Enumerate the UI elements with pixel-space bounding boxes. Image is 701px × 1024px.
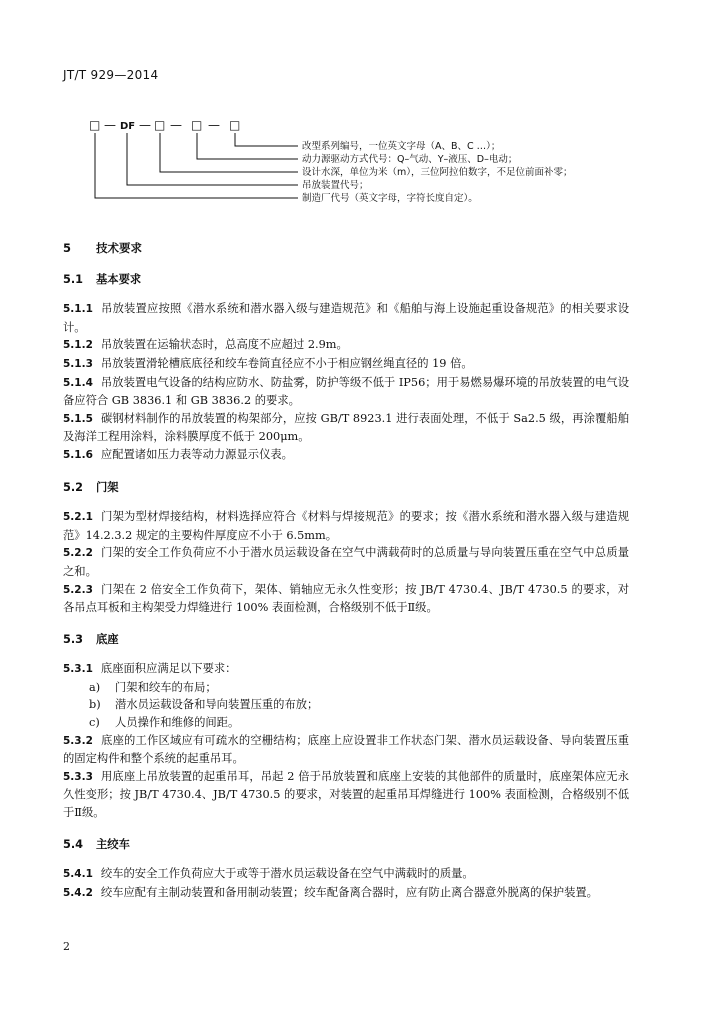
- clause-5-3-2: [63, 732, 629, 768]
- clause-text: 门架的安全工作负荷应不小于潜水员运载设备在空气中满载荷时的总质量与导向装置压重在空气中总质量之和。: [63, 546, 629, 578]
- section-number: 5.3: [63, 632, 84, 646]
- clause-number: 5.1.6: [63, 448, 93, 461]
- clause-5-1-4: [63, 374, 629, 410]
- clause-number: 5.2.1: [63, 511, 93, 524]
- diagram-leader-lines: [95, 133, 298, 198]
- code-part-dash-1: —: [104, 118, 116, 132]
- clause-number: 5.1.5: [63, 412, 93, 425]
- clause-text: 吊放装置应按照《潜水系统和潜水器入级与建造规范》和《船舶与海上设施起重设备规范》的相关要求设计。: [63, 302, 629, 334]
- section-number: 5.2: [63, 480, 84, 494]
- section-title: 技术要求: [96, 241, 142, 255]
- clause-5-2-2: [63, 544, 629, 580]
- diagram-label-depth: 设计水深，单位为米（m），三位阿拉伯数字，不足位前面补零；: [302, 167, 573, 178]
- list-marker: b): [89, 698, 101, 712]
- code-part-box-2: □: [154, 118, 166, 132]
- section-title: 基本要求: [96, 272, 142, 286]
- section-title: 底座: [96, 632, 119, 646]
- list-marker: a): [89, 680, 101, 694]
- clause-text: 绞车应配有主制动装置和备用制动装置；绞车配备离合器时，应有防止离合器意外脱离的保护装置。: [100, 885, 598, 899]
- list-item: [63, 679, 629, 697]
- section-5-4-heading: [63, 836, 629, 854]
- clause-text: 用底座上吊放装置的起重吊耳，吊起 2 倍于吊放装置和底座上安装的其他部件的质量时，底座架体应无永久性变形；按 JB/T 4730.4、JB/T 4730.5 的要求，对装置的起重吊耳焊缝进行 100% 表面检测，合格级别不低于Ⅱ级。: [63, 769, 629, 820]
- clause-number: 5.4.2: [63, 886, 93, 899]
- code-structure-diagram: [0, 0, 701, 240]
- section-5-3-heading: [63, 631, 629, 649]
- section-number: 5.1: [63, 272, 84, 286]
- section-title: 主绞车: [96, 837, 130, 851]
- code-part-box-3: □: [191, 118, 203, 132]
- list-item: [63, 696, 629, 714]
- clause-5-1-2: [63, 336, 629, 355]
- clause-5-1-1: [63, 300, 629, 336]
- clause-5-1-6: [63, 446, 629, 465]
- diagram-label-power: 动力源驱动方式代号：Q–气动、Y–液压、D–电动；: [302, 154, 518, 165]
- clause-5-3-3: [63, 768, 629, 822]
- clause-5-1-3: [63, 355, 629, 374]
- clause-number: 5.3.1: [63, 663, 93, 676]
- clause-5-2-1: [63, 508, 629, 544]
- code-part-df: DF: [120, 121, 136, 132]
- clause-number: 5.4.1: [63, 868, 93, 881]
- section-5-2-heading: [63, 479, 629, 497]
- clause-number: 5.1.3: [63, 357, 93, 370]
- clause-text: 底座面积应满足以下要求：: [100, 662, 237, 676]
- list-text: 潜水员运载设备和导向装置压重的布放；: [115, 698, 319, 712]
- section-5-heading: [63, 240, 629, 258]
- clause-number: 5.3.3: [63, 770, 93, 783]
- clause-text: 吊放装置滑轮槽底底径和绞车卷筒直径应不小于相应钢丝绳直径的 19 倍。: [100, 356, 473, 370]
- clause-5-3-1: [63, 660, 629, 679]
- page-number: 2: [63, 940, 70, 953]
- diagram-label-manufacturer: 制造厂代号（英文字母，字符长度自定）。: [302, 193, 478, 204]
- clause-text: 底座的工作区域应有可疏水的空栅结构；底座上应设置非工作状态门架、潜水员运载设备、导向装置压重的固定构件和整个系统的起重吊耳。: [63, 733, 629, 766]
- clause-number: 5.3.2: [63, 734, 93, 747]
- clause-number: 5.1.2: [63, 339, 93, 352]
- code-part-dash-2: —: [139, 118, 151, 132]
- clause-text: 绞车的安全工作负荷应大于或等于潜水员运载设备在空气中满载时的质量。: [100, 867, 474, 881]
- code-part-box-4: □: [229, 118, 241, 132]
- clause-5-4-1: [63, 865, 629, 884]
- section-5-1-heading: [63, 271, 629, 289]
- clause-number: 5.2.3: [63, 583, 93, 596]
- clause-5-4-2: [63, 884, 629, 903]
- list-text: 门架和绞车的布局；: [115, 680, 217, 694]
- clause-number: 5.2.2: [63, 547, 93, 560]
- code-part-box-1: □: [89, 118, 101, 132]
- diagram-label-variant: 改型系列编号，一位英文字母（A、B、C …）；: [302, 141, 501, 152]
- list-marker: c): [89, 716, 100, 730]
- code-part-dash-3: —: [170, 118, 182, 132]
- clause-text: 吊放装置电气设备的结构应防水、防盐雾，防护等级不低于 IP56；用于易燃易爆环境的吊放装置的电气设备应符合 GB 3836.1 和 GB 3836.2 的要求。: [63, 375, 629, 408]
- clause-text: 吊放装置在运输状态时，总高度不应超过 2.9m。: [100, 338, 348, 352]
- standard-code: JT/T 929—2014: [63, 68, 159, 82]
- clause-text: 门架为型材焊接结构，材料选择应符合《材料与焊接规范》的要求；按《潜水系统和潜水器入级与建造规范》14.2.3.2 规定的主要构件厚度应不小于 6.5mm。: [63, 510, 629, 542]
- list-item: [63, 714, 629, 732]
- section-number: 5: [63, 241, 72, 255]
- clause-text: 应配置诸如压力表等动力源显示仪表。: [100, 447, 293, 461]
- list-text: 人员操作和维修的间距。: [115, 716, 240, 730]
- clause-5-1-5: [63, 410, 629, 446]
- document-body: [63, 240, 629, 902]
- clause-5-2-3: [63, 581, 629, 617]
- clause-text: 门架在 2 倍安全工作负荷下，架体、销轴应无永久性变形；按 JB/T 4730.4、JB/T 4730.5 的要求，对各吊点耳板和主构架受力焊缝进行 100% 表面检测，合格级别不低于Ⅱ级。: [63, 582, 629, 615]
- clause-number: 5.1.1: [63, 303, 93, 316]
- diagram-label-device: 吊放装置代号；: [302, 180, 369, 191]
- section-title: 门架: [96, 480, 119, 494]
- section-number: 5.4: [63, 837, 84, 851]
- code-part-dash-4: —: [208, 118, 220, 132]
- clause-text: 碳钢材料制作的吊放装置的构架部分，应按 GB/T 8923.1 进行表面处理，不低于 Sa2.5 级，再涂覆船舶及海洋工程用涂料，涂料膜厚度不低于 200μm。: [63, 411, 629, 444]
- clause-number: 5.1.4: [63, 376, 93, 389]
